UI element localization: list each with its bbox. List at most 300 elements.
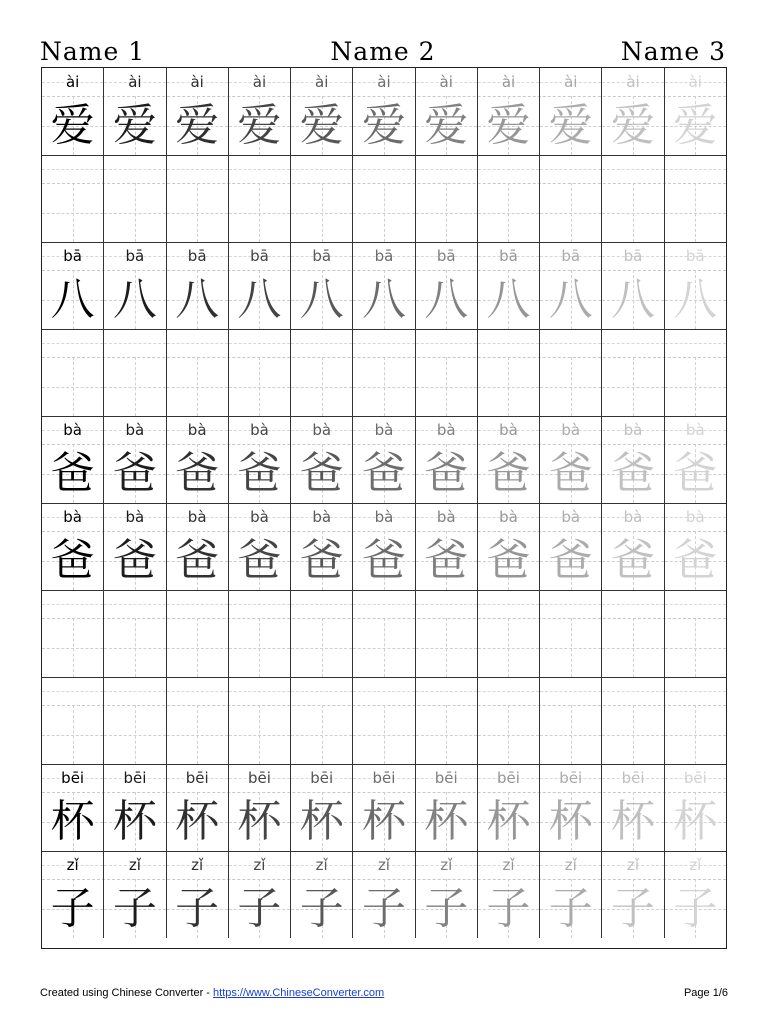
blank-pinyin-cell bbox=[103, 677, 165, 705]
character-cell bbox=[290, 270, 352, 329]
character-cell bbox=[290, 96, 352, 155]
blank-pinyin-cell bbox=[290, 590, 352, 618]
practice-character: 爸 bbox=[361, 447, 406, 499]
blank-character-cell bbox=[601, 183, 663, 242]
blank-pinyin-cell bbox=[415, 677, 477, 705]
pinyin-text: ài bbox=[564, 73, 578, 91]
blank-character-cell bbox=[352, 705, 414, 764]
pinyin-text: bēi bbox=[559, 769, 583, 787]
pinyin-text: ài bbox=[688, 73, 702, 91]
practice-character: 爸 bbox=[175, 447, 220, 499]
character-cell bbox=[539, 792, 601, 851]
practice-character: 八 bbox=[673, 273, 718, 325]
blank-pinyin-row bbox=[42, 590, 726, 619]
blank-character-cell bbox=[415, 705, 477, 764]
character-cell bbox=[42, 96, 103, 155]
character-cell bbox=[664, 879, 726, 938]
practice-character: 爸 bbox=[50, 447, 95, 499]
page-footer bbox=[40, 987, 728, 1003]
character-cell bbox=[477, 792, 539, 851]
pinyin-cell bbox=[103, 68, 165, 96]
pinyin-text: bà bbox=[374, 421, 394, 439]
practice-character: 杯 bbox=[548, 795, 593, 847]
pinyin-text: bēi bbox=[247, 769, 271, 787]
pinyin-row bbox=[42, 764, 726, 793]
pinyin-cell bbox=[352, 764, 414, 792]
blank-pinyin-cell bbox=[103, 329, 165, 357]
character-cell bbox=[415, 270, 477, 329]
blank-pinyin-cell bbox=[539, 590, 601, 618]
practice-character: 杯 bbox=[361, 795, 406, 847]
pinyin-text: zǐ bbox=[315, 856, 328, 874]
pinyin-text: bà bbox=[623, 508, 643, 526]
pinyin-text: ài bbox=[315, 73, 329, 91]
blank-pinyin-cell bbox=[42, 677, 103, 705]
pinyin-text: zǐ bbox=[502, 856, 515, 874]
pinyin-cell bbox=[166, 416, 228, 444]
character-cell bbox=[290, 879, 352, 938]
blank-character-cell bbox=[290, 618, 352, 677]
character-cell bbox=[477, 270, 539, 329]
character-cell bbox=[166, 444, 228, 503]
blank-pinyin-cell bbox=[664, 677, 726, 705]
practice-character: 八 bbox=[237, 273, 282, 325]
practice-character: 杯 bbox=[299, 795, 344, 847]
pinyin-text: bà bbox=[561, 421, 581, 439]
practice-character: 爸 bbox=[486, 447, 531, 499]
character-cell bbox=[477, 444, 539, 503]
blank-character-cell bbox=[601, 618, 663, 677]
practice-character: 爱 bbox=[424, 99, 469, 151]
blank-pinyin-cell bbox=[601, 590, 663, 618]
blank-pinyin-cell bbox=[601, 155, 663, 183]
character-cell bbox=[42, 444, 103, 503]
character-cell bbox=[166, 879, 228, 938]
blank-pinyin-row bbox=[42, 155, 726, 184]
pinyin-cell bbox=[290, 851, 352, 879]
practice-character: 爸 bbox=[424, 447, 469, 499]
pinyin-cell bbox=[601, 764, 663, 792]
practice-character: 爸 bbox=[299, 534, 344, 586]
pinyin-cell bbox=[664, 416, 726, 444]
blank-character-cell bbox=[664, 183, 726, 242]
character-cell bbox=[166, 792, 228, 851]
pinyin-cell bbox=[42, 416, 103, 444]
practice-character: 子 bbox=[424, 882, 469, 934]
blank-character-cell bbox=[228, 705, 290, 764]
pinyin-text: zǐ bbox=[689, 856, 702, 874]
pinyin-text: bà bbox=[312, 421, 332, 439]
pinyin-cell bbox=[664, 764, 726, 792]
pinyin-cell bbox=[228, 416, 290, 444]
character-cell bbox=[103, 792, 165, 851]
pinyin-cell bbox=[415, 416, 477, 444]
practice-character: 杯 bbox=[673, 795, 718, 847]
practice-character: 子 bbox=[361, 882, 406, 934]
blank-character-cell bbox=[42, 618, 103, 677]
character-cell bbox=[664, 792, 726, 851]
pinyin-cell bbox=[42, 764, 103, 792]
character-cell bbox=[42, 531, 103, 590]
pinyin-cell bbox=[601, 242, 663, 270]
pinyin-text: bà bbox=[436, 508, 456, 526]
pinyin-cell bbox=[103, 851, 165, 879]
character-cell bbox=[477, 879, 539, 938]
pinyin-text: bā bbox=[312, 247, 332, 265]
pinyin-text: bā bbox=[685, 247, 705, 265]
pinyin-text: zǐ bbox=[440, 856, 453, 874]
pinyin-text: ài bbox=[252, 73, 267, 91]
pinyin-text: bā bbox=[436, 247, 456, 265]
pinyin-cell bbox=[352, 851, 414, 879]
blank-character-cell bbox=[352, 357, 414, 416]
blank-pinyin-cell bbox=[477, 677, 539, 705]
character-cell bbox=[103, 270, 165, 329]
pinyin-cell bbox=[539, 68, 601, 96]
blank-pinyin-cell bbox=[290, 677, 352, 705]
character-cell bbox=[352, 444, 414, 503]
character-cell bbox=[228, 270, 290, 329]
character-cell bbox=[42, 879, 103, 938]
practice-character: 爸 bbox=[548, 534, 593, 586]
character-cell bbox=[42, 792, 103, 851]
character-cell bbox=[664, 531, 726, 590]
practice-character: 八 bbox=[112, 273, 157, 325]
practice-character: 爱 bbox=[112, 99, 157, 151]
character-cell bbox=[601, 96, 663, 155]
pinyin-text: ài bbox=[501, 73, 516, 91]
pinyin-cell bbox=[664, 68, 726, 96]
pinyin-cell bbox=[42, 68, 103, 96]
pinyin-text: bà bbox=[685, 421, 705, 439]
pinyin-cell bbox=[228, 851, 290, 879]
character-cell bbox=[477, 531, 539, 590]
pinyin-cell bbox=[166, 503, 228, 531]
character-cell bbox=[539, 96, 601, 155]
practice-character: 八 bbox=[361, 273, 406, 325]
pinyin-cell bbox=[601, 416, 663, 444]
blank-character-cell bbox=[415, 357, 477, 416]
practice-character: 杯 bbox=[424, 795, 469, 847]
blank-character-cell bbox=[166, 357, 228, 416]
blank-character-cell bbox=[539, 357, 601, 416]
blank-pinyin-cell bbox=[290, 155, 352, 183]
blank-pinyin-cell bbox=[477, 329, 539, 357]
practice-character: 爱 bbox=[50, 99, 95, 151]
blank-character-row bbox=[42, 183, 726, 243]
pinyin-text: bēi bbox=[621, 769, 645, 787]
pinyin-cell bbox=[290, 242, 352, 270]
pinyin-cell bbox=[103, 416, 165, 444]
pinyin-text: bā bbox=[561, 247, 581, 265]
character-row bbox=[42, 792, 726, 852]
pinyin-text: ài bbox=[65, 73, 80, 91]
blank-pinyin-cell bbox=[601, 677, 663, 705]
practice-character: 爸 bbox=[673, 534, 718, 586]
pinyin-cell bbox=[415, 68, 477, 96]
pinyin-cell bbox=[166, 242, 228, 270]
blank-character-cell bbox=[290, 357, 352, 416]
practice-character: 杯 bbox=[50, 795, 95, 847]
pinyin-text: bà bbox=[63, 508, 82, 526]
character-cell bbox=[415, 792, 477, 851]
pinyin-text: ài bbox=[190, 73, 204, 91]
practice-character: 子 bbox=[112, 882, 157, 934]
pinyin-text: bā bbox=[125, 247, 145, 265]
pinyin-text: bà bbox=[312, 508, 332, 526]
blank-pinyin-cell bbox=[42, 590, 103, 618]
blank-character-cell bbox=[290, 183, 352, 242]
pinyin-cell bbox=[415, 242, 477, 270]
pinyin-text: bà bbox=[436, 421, 456, 439]
practice-character: 爱 bbox=[673, 99, 718, 151]
pinyin-cell bbox=[166, 851, 228, 879]
pinyin-text: ài bbox=[377, 73, 391, 91]
practice-character: 子 bbox=[50, 882, 95, 934]
pinyin-text: bēi bbox=[310, 769, 334, 787]
blank-character-cell bbox=[103, 618, 165, 677]
pinyin-cell bbox=[477, 68, 539, 96]
blank-pinyin-cell bbox=[539, 677, 601, 705]
character-cell bbox=[539, 531, 601, 590]
blank-pinyin-cell bbox=[228, 155, 290, 183]
blank-pinyin-cell bbox=[103, 590, 165, 618]
pinyin-text: bēi bbox=[61, 769, 85, 787]
pinyin-cell bbox=[228, 503, 290, 531]
pinyin-text: bà bbox=[125, 508, 145, 526]
blank-character-cell bbox=[103, 357, 165, 416]
pinyin-text: zǐ bbox=[191, 856, 204, 874]
pinyin-cell bbox=[664, 242, 726, 270]
practice-character: 爱 bbox=[486, 99, 531, 151]
pinyin-text: zǐ bbox=[253, 856, 266, 874]
blank-pinyin-cell bbox=[166, 590, 228, 618]
pinyin-cell bbox=[228, 764, 290, 792]
character-cell bbox=[664, 96, 726, 155]
practice-character: 八 bbox=[50, 273, 95, 325]
blank-character-cell bbox=[103, 705, 165, 764]
blank-character-cell bbox=[477, 618, 539, 677]
blank-character-cell bbox=[477, 183, 539, 242]
name-3-label: Name 3 bbox=[620, 37, 726, 66]
practice-character: 杯 bbox=[175, 795, 220, 847]
character-cell bbox=[166, 96, 228, 155]
character-cell bbox=[42, 270, 103, 329]
pinyin-cell bbox=[539, 764, 601, 792]
pinyin-text: bēi bbox=[123, 769, 147, 787]
pinyin-cell bbox=[477, 503, 539, 531]
blank-character-cell bbox=[539, 705, 601, 764]
blank-pinyin-cell bbox=[601, 329, 663, 357]
pinyin-text: zǐ bbox=[564, 856, 577, 874]
blank-pinyin-row bbox=[42, 677, 726, 706]
practice-character: 八 bbox=[299, 273, 344, 325]
character-cell bbox=[415, 444, 477, 503]
character-cell bbox=[664, 444, 726, 503]
credit-link[interactable]: https://www.ChineseConverter.com bbox=[213, 987, 385, 999]
pinyin-text: bā bbox=[187, 247, 207, 265]
pinyin-cell bbox=[664, 503, 726, 531]
blank-pinyin-cell bbox=[539, 329, 601, 357]
blank-character-cell bbox=[228, 618, 290, 677]
pinyin-cell bbox=[664, 851, 726, 879]
blank-pinyin-cell bbox=[352, 677, 414, 705]
practice-character: 爸 bbox=[237, 447, 282, 499]
character-cell bbox=[228, 879, 290, 938]
character-cell bbox=[601, 792, 663, 851]
page-number: Page 1/6 bbox=[683, 987, 728, 999]
character-cell bbox=[415, 96, 477, 155]
blank-pinyin-cell bbox=[166, 155, 228, 183]
practice-character: 八 bbox=[548, 273, 593, 325]
blank-character-cell bbox=[42, 357, 103, 416]
practice-character: 爸 bbox=[50, 534, 95, 586]
pinyin-text: ài bbox=[439, 73, 453, 91]
pinyin-text: bēi bbox=[497, 769, 520, 787]
blank-character-cell bbox=[477, 705, 539, 764]
pinyin-row bbox=[42, 416, 726, 445]
character-cell bbox=[352, 531, 414, 590]
pinyin-text: bēi bbox=[185, 769, 209, 787]
blank-pinyin-cell bbox=[539, 155, 601, 183]
pinyin-text: bà bbox=[499, 508, 518, 526]
practice-character: 爸 bbox=[424, 534, 469, 586]
pinyin-cell bbox=[290, 764, 352, 792]
practice-character: 爱 bbox=[299, 99, 344, 151]
character-row bbox=[42, 270, 726, 330]
blank-character-cell bbox=[42, 705, 103, 764]
credit-line bbox=[40, 987, 384, 999]
pinyin-cell bbox=[290, 503, 352, 531]
blank-pinyin-cell bbox=[166, 677, 228, 705]
character-cell bbox=[103, 444, 165, 503]
blank-pinyin-cell bbox=[664, 590, 726, 618]
practice-character: 子 bbox=[548, 882, 593, 934]
practice-character: 子 bbox=[673, 882, 718, 934]
credit-text: Created using Chinese Converter - bbox=[40, 987, 214, 999]
blank-pinyin-cell bbox=[42, 329, 103, 357]
pinyin-text: bēi bbox=[683, 769, 707, 787]
pinyin-cell bbox=[477, 242, 539, 270]
character-row bbox=[42, 444, 726, 504]
blank-character-cell bbox=[415, 183, 477, 242]
practice-character: 爸 bbox=[112, 447, 157, 499]
blank-character-cell bbox=[42, 183, 103, 242]
blank-pinyin-cell bbox=[415, 590, 477, 618]
character-cell bbox=[352, 792, 414, 851]
pinyin-text: bà bbox=[187, 508, 207, 526]
pinyin-text: bā bbox=[623, 247, 643, 265]
pinyin-text: bà bbox=[250, 508, 269, 526]
pinyin-cell bbox=[539, 503, 601, 531]
pinyin-cell bbox=[103, 503, 165, 531]
character-cell bbox=[290, 531, 352, 590]
pinyin-text: zǐ bbox=[66, 856, 79, 874]
blank-pinyin-row bbox=[42, 329, 726, 358]
pinyin-text: bà bbox=[125, 421, 145, 439]
blank-character-cell bbox=[228, 357, 290, 416]
practice-character: 爱 bbox=[175, 99, 220, 151]
practice-character: 八 bbox=[611, 273, 656, 325]
practice-character: 子 bbox=[175, 882, 220, 934]
blank-pinyin-cell bbox=[477, 155, 539, 183]
practice-character: 子 bbox=[299, 882, 344, 934]
pinyin-row bbox=[42, 503, 726, 532]
blank-character-cell bbox=[352, 183, 414, 242]
practice-character: 杯 bbox=[611, 795, 656, 847]
character-cell bbox=[477, 96, 539, 155]
blank-character-cell bbox=[166, 183, 228, 242]
character-cell bbox=[166, 270, 228, 329]
pinyin-cell bbox=[228, 68, 290, 96]
character-cell bbox=[352, 270, 414, 329]
blank-pinyin-cell bbox=[228, 677, 290, 705]
blank-character-cell bbox=[664, 357, 726, 416]
character-cell bbox=[664, 270, 726, 329]
character-cell bbox=[228, 792, 290, 851]
practice-character: 子 bbox=[486, 882, 531, 934]
pinyin-cell bbox=[415, 851, 477, 879]
pinyin-cell bbox=[228, 242, 290, 270]
pinyin-row bbox=[42, 851, 726, 880]
blank-character-cell bbox=[290, 705, 352, 764]
practice-character: 八 bbox=[175, 273, 220, 325]
character-cell bbox=[601, 531, 663, 590]
blank-pinyin-cell bbox=[103, 155, 165, 183]
character-cell bbox=[539, 879, 601, 938]
character-cell bbox=[103, 96, 165, 155]
pinyin-cell bbox=[477, 416, 539, 444]
practice-character: 爸 bbox=[486, 534, 531, 586]
pinyin-cell bbox=[415, 503, 477, 531]
pinyin-cell bbox=[352, 242, 414, 270]
practice-character: 爸 bbox=[673, 447, 718, 499]
practice-character: 爸 bbox=[112, 534, 157, 586]
blank-character-cell bbox=[664, 705, 726, 764]
blank-pinyin-cell bbox=[477, 590, 539, 618]
blank-pinyin-cell bbox=[352, 329, 414, 357]
blank-pinyin-cell bbox=[664, 155, 726, 183]
name-1-label: Name 1 bbox=[40, 37, 146, 66]
character-cell bbox=[601, 444, 663, 503]
practice-character: 八 bbox=[486, 273, 531, 325]
pinyin-cell bbox=[352, 503, 414, 531]
blank-character-row bbox=[42, 618, 726, 678]
blank-pinyin-cell bbox=[42, 155, 103, 183]
pinyin-cell bbox=[166, 68, 228, 96]
practice-character: 爱 bbox=[361, 99, 406, 151]
character-row bbox=[42, 879, 726, 938]
blank-character-row bbox=[42, 357, 726, 417]
blank-pinyin-cell bbox=[664, 329, 726, 357]
character-cell bbox=[166, 531, 228, 590]
pinyin-row bbox=[42, 242, 726, 271]
pinyin-text: zǐ bbox=[128, 856, 141, 874]
blank-pinyin-cell bbox=[166, 329, 228, 357]
pinyin-cell bbox=[539, 242, 601, 270]
pinyin-text: bā bbox=[374, 247, 394, 265]
pinyin-cell bbox=[539, 851, 601, 879]
practice-character: 子 bbox=[237, 882, 282, 934]
blank-pinyin-cell bbox=[228, 590, 290, 618]
blank-character-cell bbox=[103, 183, 165, 242]
pinyin-text: bà bbox=[63, 421, 82, 439]
pinyin-cell bbox=[477, 764, 539, 792]
practice-character: 爱 bbox=[611, 99, 656, 151]
character-cell bbox=[415, 531, 477, 590]
blank-character-cell bbox=[601, 357, 663, 416]
blank-character-cell bbox=[664, 618, 726, 677]
